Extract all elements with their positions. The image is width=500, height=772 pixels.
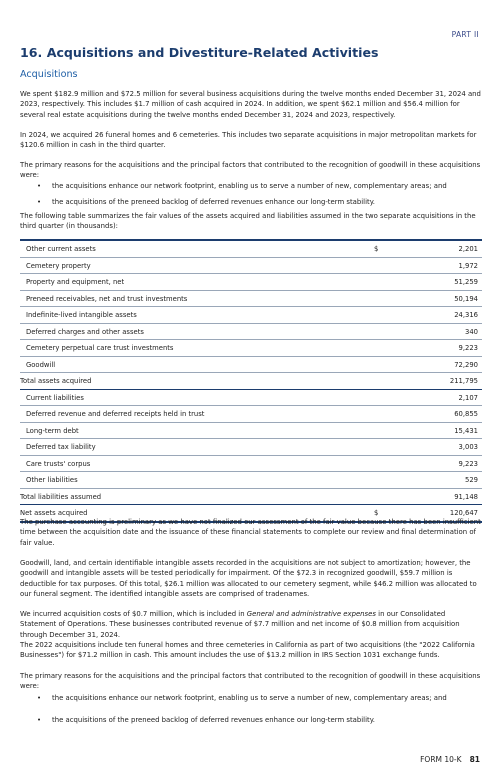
paragraph-goodwill-amortization: Goodwill, land, and certain identifiable intangible assets recorded in the acquisitions are not subject to amortization; however, the goodwill and intangible assets will be tested periodically for impairment. Of the $72.3 in recognized goodwill, $59.7 million is deductible for tax purposes. Of this total, $26.1 million was allocated to our cemetery segment, while $46.2 million was allocated to our funeral segment. The identified intangible assets are comprised of tradenames. xyxy=(20,559,477,599)
currency-symbol: $ xyxy=(374,509,379,517)
row-value: 72,290 xyxy=(454,360,478,369)
bullet-text: the acquisitions of the preneed backlog of deferred revenues enhance our long-term stability. xyxy=(52,198,375,206)
bullet-text: the acquisitions of the preneed backlog of deferred revenues enhance our long-term stability. xyxy=(52,716,375,724)
table-row xyxy=(20,439,482,456)
row-label: Goodwill xyxy=(26,360,56,369)
table-row xyxy=(20,390,482,407)
row-value: 60,855 xyxy=(454,410,478,418)
bullet-text: the acquisitions enhance our network footprint, enabling us to serve a number of new, complementary areas; and xyxy=(52,182,447,190)
fair-value-table xyxy=(20,239,482,523)
table-row xyxy=(20,258,482,275)
section-title: 16. Acquisitions and Divestiture-Related Activities xyxy=(20,45,379,60)
bullet-icon: • xyxy=(37,716,42,724)
bullet-icon: • xyxy=(37,694,42,702)
row-value: 91,148 xyxy=(454,492,478,501)
row-value: 51,259 xyxy=(454,278,478,286)
paragraph-2022-acquisitions: The 2022 acquisitions include ten funeral homes and three cemeteries in California as part of two acquisitions (the "2022 California Businesses") for $71.2 million in cash. This amount includes the use of $13.2 million in IRS Section 1031 exchange funds. xyxy=(20,641,475,660)
bullet-text: the acquisitions enhance our network footprint, enabling us to serve a number of new, complementary areas; and xyxy=(52,694,447,702)
row-label: Deferred revenue and deferred receipts held in trust xyxy=(26,410,205,418)
row-label: Preneed receivables, net and trust investments xyxy=(26,294,188,303)
paragraph-acquisition-spend: We spent $182.9 million and $72.5 million for several business acquisitions during the twelve months ended December 31, 2024 and 2023, respectively. This includes $1.7 million of cash acquired in 2024. In addition, we spent $62.1 million and $56.4 million for several real estate acquisitions during the twelve months ended December 31, 2024 and 2023, respectively. xyxy=(20,90,481,119)
text-run: We incurred acquisition costs of $0.7 million, which is included in xyxy=(20,610,247,618)
row-value: 2,201 xyxy=(458,245,478,253)
row-value: 529 xyxy=(465,476,478,484)
currency-symbol: $ xyxy=(374,245,379,253)
paragraph-table-intro: The following table summarizes the fair values of the assets acquired and liabilities assumed in the two separate acquisitions in the third quarter (in thousands): xyxy=(20,212,476,231)
table-row xyxy=(20,291,482,308)
paragraph-purchase-accounting: The purchase accounting is preliminary as we have not finalized our assessment of the fair value because there has been insufficient time between the acquisition date and the issuance of these financial statements to complete our review and final determination of fair value. xyxy=(20,518,481,547)
row-value: 9,223 xyxy=(458,459,478,468)
bullet-icon: • xyxy=(37,198,42,206)
row-label: Indefinite-lived intangible assets xyxy=(26,311,137,319)
row-label: Net assets acquired xyxy=(20,509,88,517)
part-label: PART II xyxy=(451,30,479,39)
page-number: 81 xyxy=(469,755,480,764)
row-value: 24,316 xyxy=(454,311,478,319)
bullet-icon: • xyxy=(37,182,42,190)
row-value: 3,003 xyxy=(458,443,478,451)
row-label: Total assets acquired xyxy=(20,377,92,385)
row-label: Other current assets xyxy=(26,245,96,253)
row-label: Total liabilities assumed xyxy=(20,492,102,501)
row-value: 50,194 xyxy=(454,294,478,303)
paragraph-goodwill-reasons: The primary reasons for the acquisitions and the principal factors that contributed to the recognition of goodwill in these acquisitions were: xyxy=(20,161,481,180)
row-label: Deferred charges and other assets xyxy=(26,327,144,336)
table-row xyxy=(20,472,482,489)
row-label: Other liabilities xyxy=(26,476,78,484)
table-row xyxy=(20,239,482,258)
row-value: 120,647 xyxy=(449,509,478,517)
table-row xyxy=(20,456,482,473)
table-row xyxy=(20,357,482,374)
paragraph-goodwill-reasons-2022: The primary reasons for the acquisitions and the principal factors that contributed to the recognition of goodwill in these acquisitions were: xyxy=(20,672,481,691)
row-label: Cemetery property xyxy=(26,261,91,270)
form-label: FORM 10-K xyxy=(420,755,462,764)
row-label: Care trusts' corpus xyxy=(26,459,91,468)
section-subtitle: Acquisitions xyxy=(20,69,78,80)
row-label: Deferred tax liability xyxy=(26,443,96,451)
row-label: Long-term debt xyxy=(26,426,79,435)
table-row xyxy=(20,274,482,291)
page-footer xyxy=(420,755,480,764)
row-value: 15,431 xyxy=(454,426,478,435)
table-row xyxy=(20,406,482,423)
row-value: 9,223 xyxy=(458,344,478,352)
table-row xyxy=(20,307,482,324)
row-value: 2,107 xyxy=(458,393,478,402)
row-value: 211,795 xyxy=(449,377,478,385)
table-row xyxy=(20,340,482,357)
text-run-italic: General and administrative expenses xyxy=(246,610,376,618)
row-value: 340 xyxy=(465,327,478,336)
text-run: in our Consolidated Statement of Operations. These businesses contributed revenue of $7.7 million and net income of $0.8 million from acquisition through December 31, 2024. xyxy=(20,610,460,639)
paragraph-acquisition-costs xyxy=(20,609,482,640)
row-label: Property and equipment, net xyxy=(26,278,125,286)
row-value: 1,972 xyxy=(458,261,478,270)
row-label: Cemetery perpetual care trust investments xyxy=(26,344,174,352)
row-label: Current liabilities xyxy=(26,393,84,402)
table-row xyxy=(20,423,482,440)
table-total-row xyxy=(20,489,482,506)
paragraph-2024-acquisitions: In 2024, we acquired 26 funeral homes and 6 cemeteries. This includes two separate acquisitions in major metropolitan markets for $120.6 million in cash in the third quarter. xyxy=(20,131,477,150)
table-total-row xyxy=(20,373,482,390)
table-row xyxy=(20,324,482,341)
